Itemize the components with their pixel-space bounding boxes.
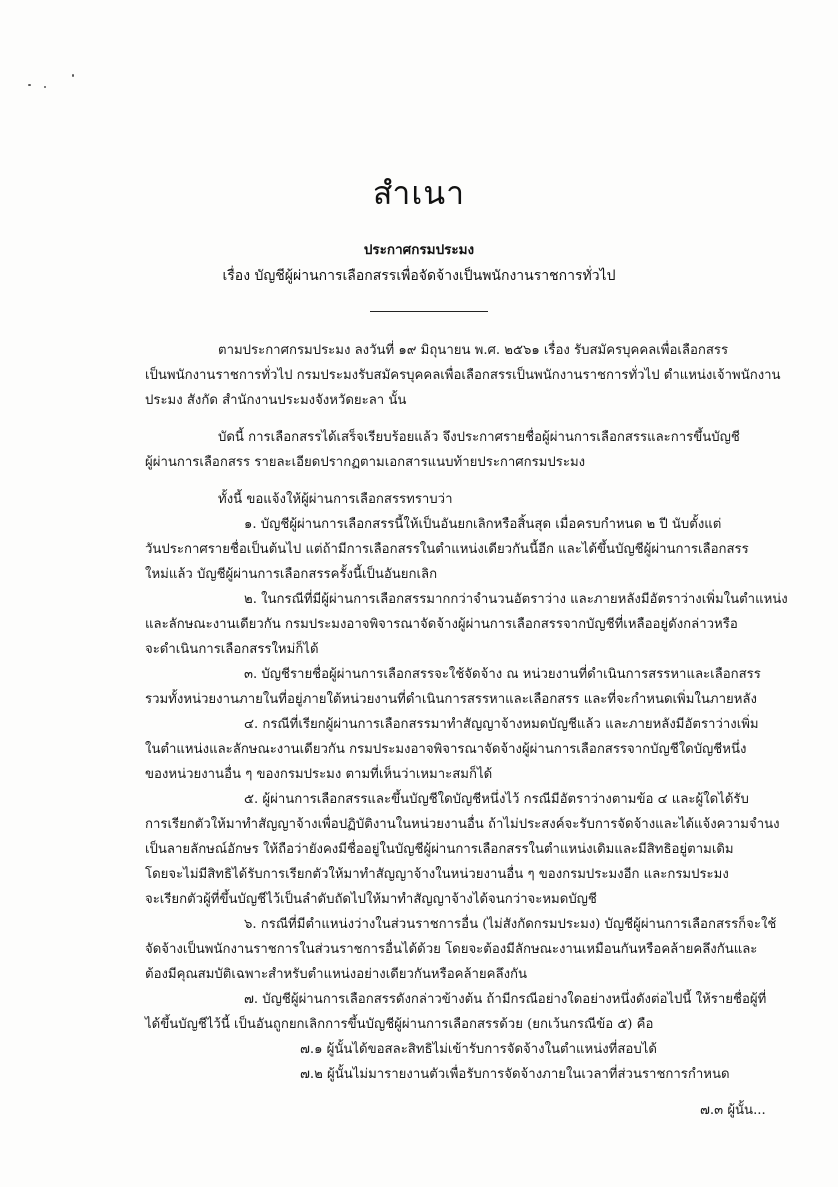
body-line: รวมทั้งหน่วยงานภายในที่อยู่ภายใต้หน่วยงานที่ดำเนินการสรรหาและเลือกสรร และที่จะกำหนดเพิ่มในภายหลัง bbox=[145, 692, 757, 707]
body-line: ๑. บัญชีผู้ผ่านการเลือกสรรนี้ให้เป็นอันยกเลิกหรือสิ้นสุด เมื่อครบกำหนด ๒ ปี นับตั้งแต่ bbox=[244, 517, 722, 532]
body-line: จะดำเนินการเลือกสรรใหม่ก็ได้ bbox=[145, 642, 319, 657]
scan-speck bbox=[28, 84, 31, 86]
announcement-subject: เรื่อง บัญชีผู้ผ่านการเลือกสรรเพื่อจัดจ้างเป็นพนักงานราชการทั่วไป bbox=[222, 268, 616, 284]
body-line: ได้ขึ้นบัญชีไว้นี้ เป็นอันถูกยกเลิกการขึ้นบัญชีผู้ผ่านการเลือกสรรด้วย (ยกเว้นกรณีข้อ ๕) คือ bbox=[145, 1017, 654, 1032]
body-line: และลักษณะงานเดียวกัน กรมประมงอาจพิจารณาจัดจ้างผู้ผ่านการเลือกสรรจากบัญชีที่เหลืออยู่ดังกล่าวหรือ bbox=[145, 617, 738, 632]
body-line: เป็นพนักงานราชการทั่วไป กรมประมงรับสมัครบุคคลเพื่อเลือกสรรเป็นพนักงานราชการทั่วไป ตำแหน่งเจ้าพนักงาน bbox=[145, 368, 781, 383]
body-line: ๖. กรณีที่มีตำแหน่งว่างในส่วนราชการอื่น (ไม่สังกัดกรมประมง) บัญชีผู้ผ่านการเลือกสรรก็จะใช้ bbox=[244, 917, 777, 932]
body-line: เป็นลายลักษณ์อักษร ให้ถือว่ายังคงมีชื่ออยู่ในบัญชีผู้ผ่านการเลือกสรรในตำแหน่งเดิมและมีสิทธิอยู่ตามเดิม bbox=[145, 842, 734, 857]
body-line: ๗.๒ ผู้นั้นไม่มารายงานตัวเพื่อรับการจัดจ้างภายในเวลาที่ส่วนราชการกำหนด bbox=[300, 1067, 730, 1082]
body-line: จะเรียกตัวผู้ที่ขึ้นบัญชีไว้เป็นลำดับถัดไปให้มาทำสัญญาจ้างได้จนกว่าจะหมดบัญชี bbox=[145, 892, 597, 907]
scan-speck bbox=[44, 86, 46, 88]
body-line: ในตำแหน่งและลักษณะงานเดียวกัน กรมประมงอาจพิจารณาจัดจ้างผู้ผ่านการเลือกสรรจากบัญชีใดบัญชีหนึ่ง bbox=[145, 742, 747, 757]
body-line: ใหม่แล้ว บัญชีผู้ผ่านการเลือกสรรครั้งนี้เป็นอันยกเลิก bbox=[145, 567, 438, 582]
body-line: ของหน่วยงานอื่น ๆ ของกรมประมง ตามที่เห็นว่าเหมาะสมก็ได้ bbox=[145, 767, 493, 782]
body-line: ๓. บัญชีรายชื่อผู้ผ่านการเลือกสรรจะใช้จัดจ้าง ณ หน่วยงานที่ดำเนินการสรรหาและเลือกสรร bbox=[244, 667, 761, 682]
body-line: ๒. ในกรณีที่มีผู้ผ่านการเลือกสรรมากกว่าจำนวนอัตราว่าง และภายหลังมีอัตราว่างเพิ่มในตำแหน่ง bbox=[244, 592, 788, 607]
body-line: ต้องมีคุณสมบัติเฉพาะสำหรับตำแหน่งอย่างเดียวกันหรือคล้ายคลึงกัน bbox=[145, 967, 528, 982]
body-line: วันประกาศรายชื่อเป็นต้นไป แต่ถ้ามีการเลือกสรรในตำแหน่งเดียวกันนี้อีก และได้ขึ้นบัญชีผู้ผ่านการเลือกสรร bbox=[145, 542, 749, 557]
document-title: สำเนา bbox=[372, 174, 466, 212]
body-line: ทั้งนี้ ขอแจ้งให้ผู้ผ่านการเลือกสรรทราบว่า bbox=[218, 492, 453, 507]
scan-speck bbox=[72, 74, 74, 77]
body-line: จัดจ้างเป็นพนักงานราชการในส่วนราชการอื่นได้ด้วย โดยจะต้องมีลักษณะงานเหมือนกันหรือคล้ายคลึงกันและ bbox=[145, 942, 758, 957]
continuation-footer: ๗.๓ ผู้นั้น... bbox=[700, 1103, 766, 1118]
scan-specks bbox=[28, 72, 88, 92]
body-line: ๔. กรณีที่เรียกผู้ผ่านการเลือกสรรมาทำสัญญาจ้างหมดบัญชีแล้ว และภายหลังมีอัตราว่างเพิ่ม bbox=[244, 717, 759, 732]
body-line: ๗. บัญชีผู้ผ่านการเลือกสรรดังกล่าวข้างต้น ถ้ามีกรณีอย่างใดอย่างหนึ่งดังต่อไปนี้ ให้รายชื่อผู้ที่ bbox=[244, 992, 767, 1007]
body-line: ๗.๑ ผู้นั้นได้ขอสละสิทธิไม่เข้ารับการจัดจ้างในตำแหน่งที่สอบได้ bbox=[300, 1042, 657, 1057]
body-line: บัดนี้ การเลือกสรรได้เสร็จเรียบร้อยแล้ว จึงประกาศรายชื่อผู้ผ่านการเลือกสรรและการขึ้นบัญชี bbox=[218, 430, 740, 445]
body-line: ผู้ผ่านการเลือกสรร รายละเอียดปรากฏตามเอกสารแนบท้ายประกาศกรมประมง bbox=[145, 455, 586, 470]
body-line: ประมง สังกัด สำนักงานประมงจังหวัดยะลา นั้น bbox=[145, 393, 407, 408]
body-line: ตามประกาศกรมประมง ลงวันที่ ๑๙ มิถุนายน พ.ศ. ๒๕๖๑ เรื่อง รับสมัครบุคคลเพื่อเลือกสรร bbox=[218, 343, 729, 358]
body-line: ๕. ผู้ผ่านการเลือกสรรและขึ้นบัญชีใดบัญชีหนึ่งไว้ กรณีมีอัตราว่างตามข้อ ๔ และผู้ใดได้รับ bbox=[244, 792, 749, 807]
body-line: โดยจะไม่มีสิทธิได้รับการเรียกตัวให้มาทำสัญญาจ้างในหน่วยงานอื่น ๆ ของกรมประมงอีก และกรมประมง bbox=[145, 867, 729, 882]
body-line: การเรียกตัวให้มาทำสัญญาจ้างเพื่อปฏิบัติงานในหน่วยงานอื่น ถ้าไม่ประสงค์จะรับการจัดจ้างและได้แจ้งความจำนง bbox=[145, 817, 780, 832]
heading-divider bbox=[370, 311, 488, 312]
announcement-heading: ประกาศกรมประมง bbox=[363, 242, 475, 258]
